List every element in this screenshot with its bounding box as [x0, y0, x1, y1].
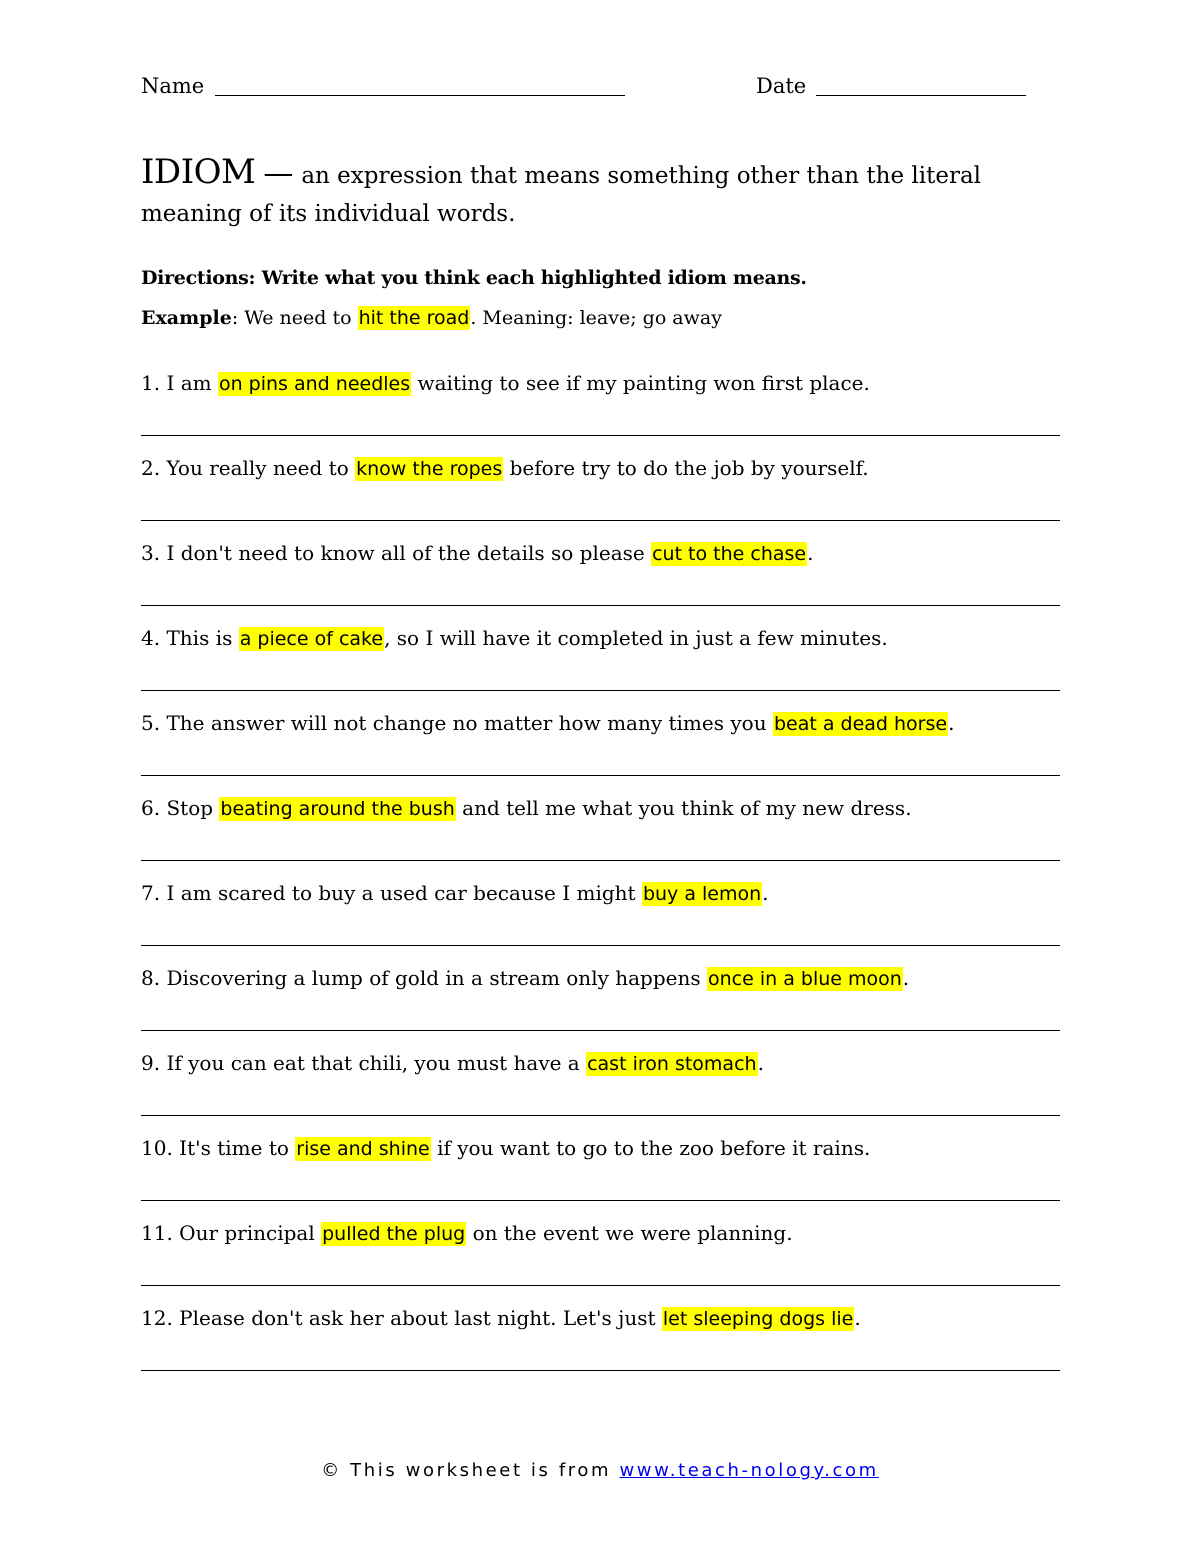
title-term: IDIOM: [141, 152, 256, 192]
question-number: 6.: [141, 796, 167, 820]
question-text-after: , so I will have it completed in just a few minutes.: [384, 626, 888, 650]
idiom-highlight: once in a blue moon: [708, 968, 902, 990]
question-text-after: waiting to see if my painting won first place.: [411, 371, 870, 395]
idiom-highlight: beat a dead horse: [773, 713, 948, 735]
question-text-before: Stop: [166, 796, 220, 820]
question-text-after: .: [902, 966, 910, 990]
idiom-highlight: rise and shine: [296, 1138, 430, 1160]
idiom-highlight: beating around the bush: [220, 798, 455, 820]
question-number: 3.: [141, 541, 167, 565]
question-number: 10.: [141, 1136, 180, 1160]
idiom-highlight: on pins and needles: [218, 373, 411, 395]
question-2: [141, 455, 869, 482]
footer-link[interactable]: www.teach-nology.com: [619, 1460, 879, 1481]
answer-line-10[interactable]: [141, 1200, 1060, 1201]
answer-line-9[interactable]: [141, 1115, 1060, 1116]
question-8: [141, 965, 909, 992]
answer-line-2[interactable]: [141, 520, 1060, 521]
question-text-before: You really need to: [166, 456, 356, 480]
question-text-before: Our principal: [179, 1221, 322, 1245]
idiom-highlight: a piece of cake: [239, 628, 384, 650]
question-text-before: Discovering a lump of gold in a stream only happens: [166, 966, 707, 990]
question-7: [141, 880, 769, 907]
example-idiom-highlight: hit the road: [358, 307, 470, 329]
question-text-after: if you want to go to the zoo before it rains.: [430, 1136, 871, 1160]
question-text-before: I don't need to know all of the details so please: [166, 541, 652, 565]
question-number: 1.: [141, 371, 167, 395]
page-title: [141, 154, 1071, 196]
question-number: 9.: [141, 1051, 167, 1075]
question-text-before: This is: [166, 626, 239, 650]
example-row: [141, 307, 722, 329]
example-after: . Meaning: leave; go away: [470, 307, 722, 329]
question-10: [141, 1135, 870, 1162]
title-definition-part2: meaning of its individual words.: [141, 201, 516, 227]
question-text-after: on the event we were planning.: [466, 1221, 793, 1245]
question-text-before: I am scared to buy a used car because I might: [166, 881, 642, 905]
idiom-highlight: pulled the plug: [322, 1223, 466, 1245]
question-text-after: .: [807, 541, 814, 565]
answer-line-4[interactable]: [141, 690, 1060, 691]
answer-line-5[interactable]: [141, 775, 1060, 776]
idiom-highlight: cut to the chase: [652, 543, 807, 565]
question-number: 5.: [141, 711, 167, 735]
example-before: : We need to: [231, 307, 358, 329]
question-3: [141, 540, 813, 567]
answer-line-6[interactable]: [141, 860, 1060, 861]
question-number: 12.: [141, 1306, 180, 1330]
title-definition-part1: an expression that means something other than the literal: [301, 163, 982, 189]
question-text-after: and tell me what you think of my new dress.: [455, 796, 912, 820]
question-text-after: .: [854, 1306, 861, 1330]
footer-text: © This worksheet is from: [321, 1460, 620, 1481]
idiom-highlight: know the ropes: [356, 458, 503, 480]
question-number: 11.: [141, 1221, 180, 1245]
footer: [0, 1460, 1200, 1481]
name-field[interactable]: [215, 95, 625, 96]
question-text-before: It's time to: [179, 1136, 296, 1160]
answer-line-12[interactable]: [141, 1370, 1060, 1371]
question-text-after: .: [948, 711, 955, 735]
question-text-before: The answer will not change no matter how many times you: [166, 711, 773, 735]
question-text-before: Please don't ask her about last night. Let's just: [179, 1306, 662, 1330]
question-11: [141, 1220, 793, 1247]
question-4: [141, 625, 888, 652]
name-label: Name: [141, 74, 205, 98]
question-number: 8.: [141, 966, 167, 990]
directions: Directions: Write what you think each highlighted idiom means.: [141, 267, 807, 289]
date-field[interactable]: [816, 95, 1026, 96]
answer-line-3[interactable]: [141, 605, 1060, 606]
question-number: 7.: [141, 881, 167, 905]
example-label: Example: [141, 307, 232, 329]
question-text-before: If you can eat that chili, you must have a: [166, 1051, 587, 1075]
date-label: Date: [756, 74, 807, 98]
title-dash: —: [263, 156, 294, 191]
question-text-after: before try to do the job by yourself.: [503, 456, 869, 480]
question-text-after: .: [762, 881, 769, 905]
question-text-after: .: [757, 1051, 764, 1075]
question-number: 2.: [141, 456, 167, 480]
idiom-highlight: buy a lemon: [642, 883, 762, 905]
question-1: [141, 370, 870, 397]
question-9: [141, 1050, 764, 1077]
question-12: [141, 1305, 861, 1332]
answer-line-11[interactable]: [141, 1285, 1060, 1286]
idiom-highlight: let sleeping dogs lie: [662, 1308, 854, 1330]
idiom-highlight: cast iron stomach: [587, 1053, 757, 1075]
question-number: 4.: [141, 626, 167, 650]
answer-line-7[interactable]: [141, 945, 1060, 946]
question-5: [141, 710, 954, 737]
question-text-before: I am: [166, 371, 218, 395]
answer-line-1[interactable]: [141, 435, 1060, 436]
answer-line-8[interactable]: [141, 1030, 1060, 1031]
question-6: [141, 795, 912, 822]
